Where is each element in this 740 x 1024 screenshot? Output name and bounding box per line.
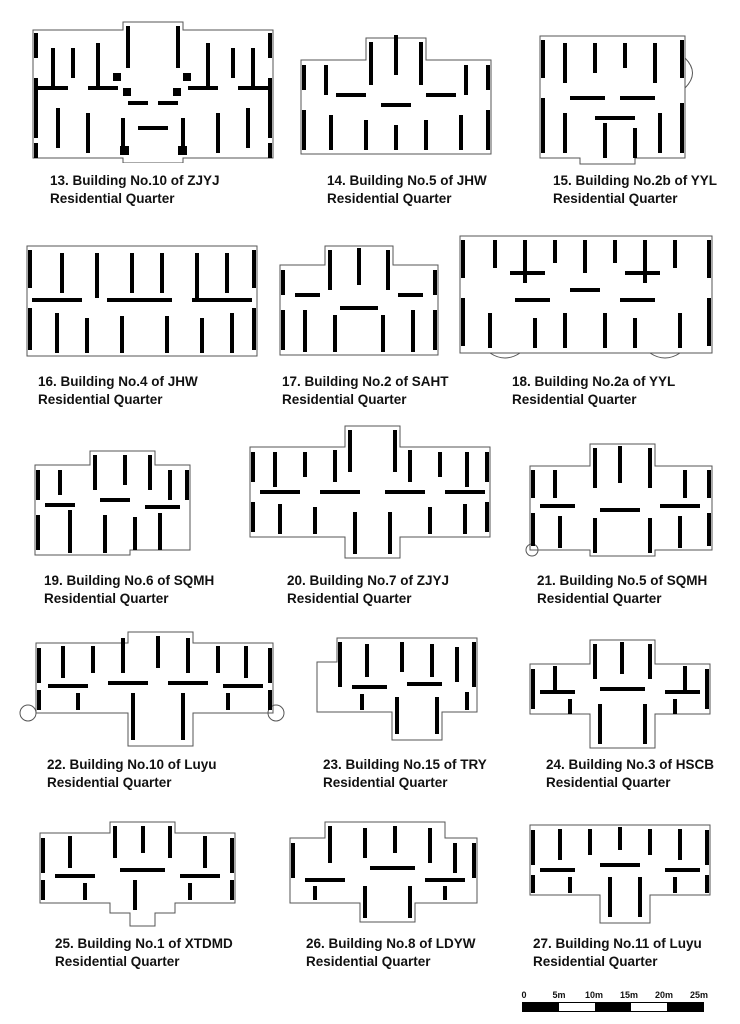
caption-subtitle: Residential Quarter xyxy=(537,591,662,606)
caption-subtitle: Residential Quarter xyxy=(55,954,180,969)
scale-label-20m: 20m xyxy=(654,990,674,1000)
caption-subtitle: Residential Quarter xyxy=(327,191,452,206)
caption-18 xyxy=(512,373,675,409)
floor-plan-26 xyxy=(285,818,483,926)
caption-title: 13. Building No.10 of ZJYJ xyxy=(50,173,220,188)
caption-title: 26. Building No.8 of LDYW xyxy=(306,936,476,951)
scale-bar-labels xyxy=(518,990,708,1002)
caption-13 xyxy=(50,172,220,208)
scale-label-5m: 5m xyxy=(552,990,566,1000)
caption-subtitle: Residential Quarter xyxy=(47,775,172,790)
caption-17 xyxy=(282,373,449,409)
caption-title: 14. Building No.5 of JHW xyxy=(327,173,487,188)
floor-plan-20 xyxy=(245,422,495,562)
floor-plan-27 xyxy=(525,815,715,927)
caption-subtitle: Residential Quarter xyxy=(306,954,431,969)
caption-title: 22. Building No.10 of Luyu xyxy=(47,757,217,772)
caption-title: 20. Building No.7 of ZJYJ xyxy=(287,573,450,588)
caption-title: 25. Building No.1 of XTDMD xyxy=(55,936,233,951)
scale-bar xyxy=(518,990,708,1020)
caption-21 xyxy=(537,572,707,608)
caption-16 xyxy=(38,373,198,409)
caption-22 xyxy=(47,756,217,792)
scale-segment xyxy=(559,1003,595,1011)
scale-segment xyxy=(631,1003,667,1011)
floor-plan-16 xyxy=(22,238,262,360)
caption-26 xyxy=(306,935,476,971)
scale-segment xyxy=(667,1003,703,1011)
caption-title: 23. Building No.15 of TRY xyxy=(323,757,487,772)
floor-plan-23 xyxy=(312,632,492,744)
floor-plan-13 xyxy=(28,18,278,163)
floor-plan-22 xyxy=(18,628,286,750)
caption-title: 24. Building No.3 of HSCB xyxy=(546,757,715,772)
caption-title: 16. Building No.4 of JHW xyxy=(38,374,198,389)
caption-subtitle: Residential Quarter xyxy=(38,392,163,407)
caption-subtitle: Residential Quarter xyxy=(546,775,671,790)
caption-title: 19. Building No.6 of SQMH xyxy=(44,573,215,588)
caption-25 xyxy=(55,935,233,971)
caption-subtitle: Residential Quarter xyxy=(512,392,637,407)
scale-label-10m: 10m xyxy=(584,990,604,1000)
caption-subtitle: Residential Quarter xyxy=(287,591,412,606)
floor-plan-25 xyxy=(35,818,240,930)
floor-plan-14 xyxy=(296,30,496,158)
caption-19 xyxy=(44,572,214,608)
caption-subtitle: Residential Quarter xyxy=(44,591,169,606)
caption-title: 18. Building No.2a of YYL xyxy=(512,374,676,389)
caption-subtitle: Residential Quarter xyxy=(282,392,407,407)
caption-subtitle: Residential Quarter xyxy=(323,775,448,790)
caption-subtitle: Residential Quarter xyxy=(553,191,678,206)
caption-14 xyxy=(327,172,487,208)
caption-title: 27. Building No.11 of Luyu xyxy=(533,936,702,951)
caption-title: 17. Building No.2 of SAHT xyxy=(282,374,449,389)
floor-plan-18 xyxy=(455,228,717,363)
floor-plan-17 xyxy=(275,240,443,360)
caption-27 xyxy=(533,935,702,971)
scale-label-0: 0 xyxy=(521,990,527,1000)
caption-24 xyxy=(546,756,714,792)
scale-label-15m: 15m xyxy=(619,990,639,1000)
caption-subtitle: Residential Quarter xyxy=(533,954,658,969)
caption-title: 15. Building No.2b of YYL xyxy=(553,173,718,188)
scale-bar-track xyxy=(522,1002,704,1012)
scale-segment xyxy=(523,1003,559,1011)
floor-plan-21 xyxy=(520,438,718,560)
floor-plan-24 xyxy=(525,634,715,752)
caption-subtitle: Residential Quarter xyxy=(50,191,175,206)
scale-label-25m: 25m xyxy=(689,990,709,1000)
floor-plan-15 xyxy=(535,28,703,168)
caption-15 xyxy=(553,172,717,208)
caption-20 xyxy=(287,572,449,608)
caption-23 xyxy=(323,756,487,792)
floor-plan-19 xyxy=(30,445,195,557)
scale-segment xyxy=(595,1003,631,1011)
caption-title: 21. Building No.5 of SQMH xyxy=(537,573,708,588)
